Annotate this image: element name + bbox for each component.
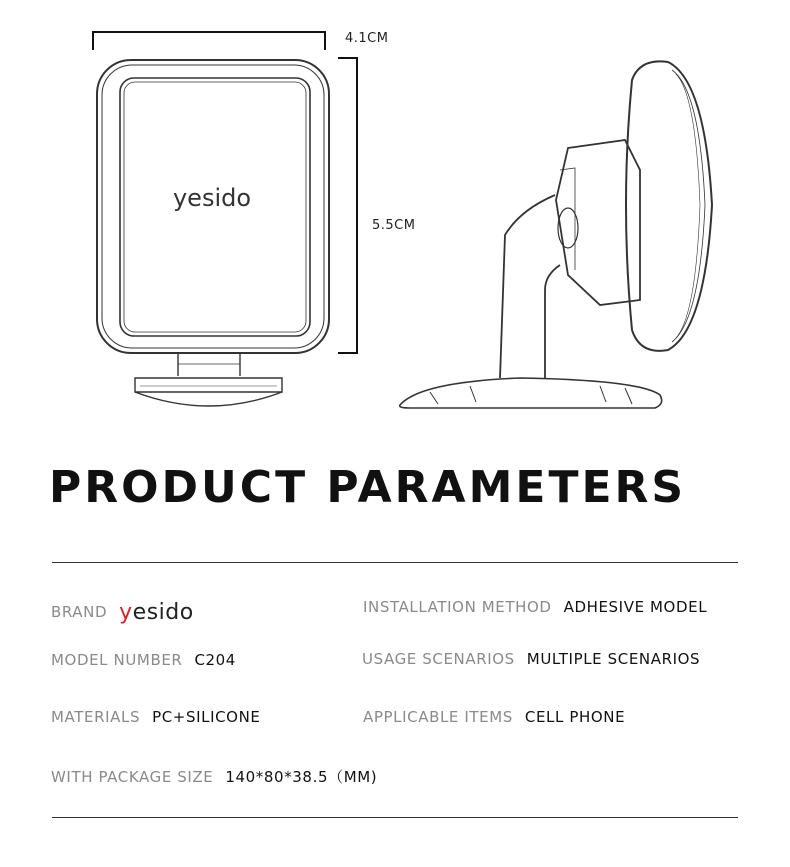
section-title: PRODUCT PARAMETERS: [49, 462, 687, 513]
param-package-size-label: WITH PACKAGE SIZE: [51, 768, 214, 786]
param-applicable-items-label: APPLICABLE ITEMS: [363, 708, 513, 726]
param-brand: [51, 598, 194, 623]
divider-bottom: [52, 817, 738, 818]
param-materials: [51, 708, 260, 726]
param-usage-scenarios-label: USAGE SCENARIOS: [362, 650, 515, 668]
height-dimension-label: 5.5CM: [372, 218, 416, 233]
brand-logo: yesido: [119, 600, 194, 625]
param-package-size: [51, 766, 377, 787]
param-applicable-items-value: CELL PHONE: [524, 708, 626, 726]
front-view: [97, 60, 329, 406]
device-logo: yesido: [172, 184, 252, 212]
divider-top: [52, 562, 738, 563]
height-dimension-bracket: [338, 58, 357, 353]
param-model-number-value: C204: [194, 651, 236, 669]
param-usage-scenarios: [362, 650, 700, 668]
param-model-number: [51, 651, 236, 669]
param-installation-method: [363, 598, 707, 616]
side-view: [400, 61, 712, 408]
product-line-drawing: [0, 0, 790, 430]
param-usage-scenarios-value: MULTIPLE SCENARIOS: [526, 650, 701, 668]
param-brand-label: BRAND: [51, 603, 108, 621]
param-installation-method-label: INSTALLATION METHOD: [363, 598, 552, 616]
param-package-size-value: 140*80*38.5（MM): [225, 768, 378, 786]
param-applicable-items: [363, 708, 625, 726]
width-dimension-label: 4.1CM: [345, 31, 389, 46]
param-materials-value: PC+SILICONE: [152, 708, 261, 726]
param-installation-method-value: ADHESIVE MODEL: [563, 598, 708, 616]
param-model-number-label: MODEL NUMBER: [51, 651, 183, 669]
width-dimension-bracket: [93, 32, 325, 50]
param-materials-label: MATERIALS: [51, 708, 141, 726]
